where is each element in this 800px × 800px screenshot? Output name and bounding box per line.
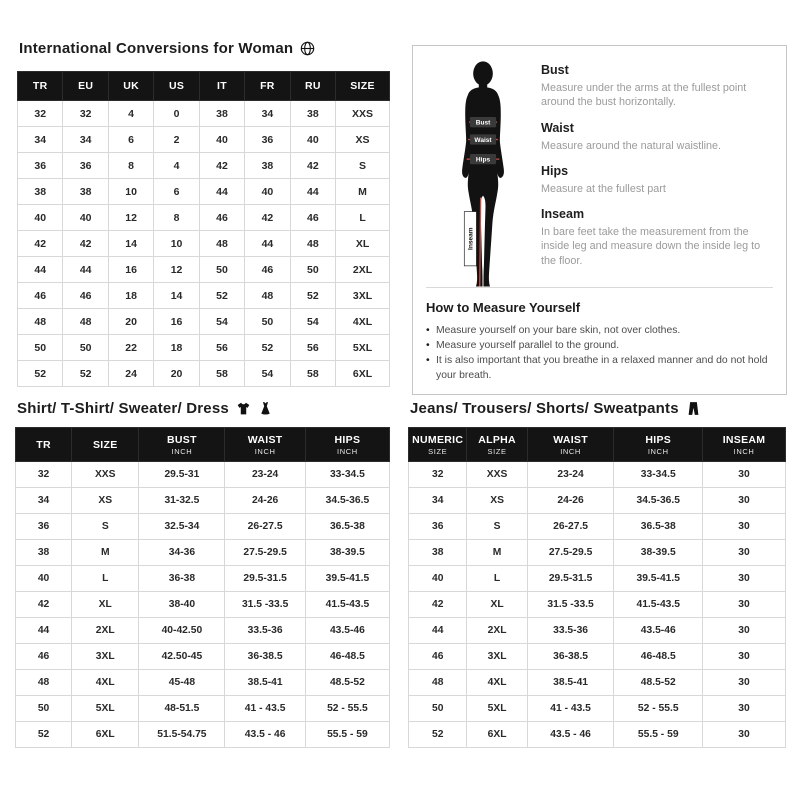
table-cell: 50: [290, 257, 335, 283]
table-cell: 54: [290, 309, 335, 335]
table-cell: 34: [63, 127, 108, 153]
table-row: [409, 540, 786, 566]
table-row: [409, 514, 786, 540]
table-cell: 38: [290, 101, 335, 127]
pants-icon: [686, 401, 701, 416]
table-cell: 24-26: [527, 488, 614, 514]
table-cell: 33.5-36: [527, 618, 614, 644]
measurement-descriptions: [541, 63, 772, 279]
table-cell: 4XL: [336, 309, 390, 335]
measure-title: Hips: [541, 163, 569, 178]
table-row: [18, 361, 390, 387]
table-cell: 31-32.5: [139, 488, 225, 514]
table-cell: 46-48.5: [614, 644, 703, 670]
table-cell: 36: [409, 514, 467, 540]
table-cell: 30: [703, 644, 786, 670]
shirt-size-table: [15, 427, 390, 748]
table-row: [18, 309, 390, 335]
table-cell: 48: [290, 231, 335, 257]
how-to-bullet: • Measure yourself parallel to the ground.: [426, 338, 773, 353]
table-cell: 6XL: [336, 361, 390, 387]
column-header: WAIST INCH: [225, 428, 305, 462]
table-cell: 41.5-43.5: [614, 592, 703, 618]
column-header: HIPS INCH: [614, 428, 703, 462]
table-cell: 54: [245, 361, 290, 387]
body-figure-wrap: [435, 59, 531, 298]
section-title-text: Shirt/ T-Shirt/ Sweater/ Dress: [17, 400, 229, 417]
table-cell: 34.5-36.5: [614, 488, 703, 514]
table-cell: 50: [18, 335, 63, 361]
table-cell: 40-42.50: [139, 618, 225, 644]
table-row: [409, 670, 786, 696]
table-cell: 32.5-34: [139, 514, 225, 540]
table-cell: 39.5-41.5: [614, 566, 703, 592]
table-cell: 5XL: [336, 335, 390, 361]
table-cell: 4XL: [72, 670, 139, 696]
table-cell: 41 - 43.5: [225, 696, 305, 722]
table-row: [409, 618, 786, 644]
table-cell: 50: [199, 257, 244, 283]
table-row: [16, 592, 390, 618]
table-cell: 30: [703, 670, 786, 696]
table-row: [16, 514, 390, 540]
table-cell: 32: [63, 101, 108, 127]
table-cell: 44: [199, 179, 244, 205]
table-cell: S: [72, 514, 139, 540]
table-cell: 40: [199, 127, 244, 153]
table-cell: 50: [16, 696, 72, 722]
figure-label-inseam: Inseam: [467, 227, 475, 250]
figure-label-bust: Bust: [475, 119, 491, 127]
table-cell: 22: [108, 335, 153, 361]
table-cell: 16: [154, 309, 199, 335]
table-cell: 41 - 43.5: [527, 696, 614, 722]
table-cell: M: [336, 179, 390, 205]
table-cell: 30: [703, 696, 786, 722]
table-cell: 30: [703, 488, 786, 514]
table-cell: 38-39.5: [614, 540, 703, 566]
table-cell: 6XL: [467, 722, 527, 748]
table-cell: 2: [154, 127, 199, 153]
table-cell: 42: [290, 153, 335, 179]
table-cell: 36-38: [139, 566, 225, 592]
table-cell: 38: [199, 101, 244, 127]
header-row: [18, 72, 390, 101]
table-cell: XS: [336, 127, 390, 153]
measure-section-inseam: [541, 207, 772, 268]
column-header: NUMERIC SIZE: [409, 428, 467, 462]
table-cell: 48: [18, 309, 63, 335]
dress-icon: [258, 401, 273, 416]
table-cell: 26-27.5: [225, 514, 305, 540]
table-cell: S: [467, 514, 527, 540]
table-cell: 23-24: [225, 462, 305, 488]
measure-text: Measure at the fullest part: [541, 182, 666, 195]
table-cell: 32: [409, 462, 467, 488]
table-cell: 54: [199, 309, 244, 335]
measure-text: In bare feet take the measurement from the inside leg and measure down the inside leg to the floor.: [541, 226, 761, 267]
how-to-list: [426, 323, 773, 383]
table-row: [18, 283, 390, 309]
table-cell: 38.5-41: [527, 670, 614, 696]
table-row: [16, 696, 390, 722]
table-cell: 30: [703, 722, 786, 748]
figure-label-hips: Hips: [475, 156, 491, 164]
table-row: [409, 488, 786, 514]
table-cell: 52: [409, 722, 467, 748]
table-cell: 48.5-52: [614, 670, 703, 696]
shirt-dress-section: [15, 400, 390, 748]
table-cell: 14: [154, 283, 199, 309]
table-cell: 43.5-46: [305, 618, 389, 644]
table-cell: 42: [18, 231, 63, 257]
measure-text: Measure under the arms at the fullest point around the bust horizontally.: [541, 82, 747, 109]
table-cell: 51.5-54.75: [139, 722, 225, 748]
table-cell: 8: [108, 153, 153, 179]
table-cell: 48: [199, 231, 244, 257]
table-cell: XL: [72, 592, 139, 618]
table-cell: 2XL: [72, 618, 139, 644]
column-header: UK: [108, 72, 153, 101]
table-cell: 36.5-38: [614, 514, 703, 540]
table-cell: 12: [154, 257, 199, 283]
table-cell: 46: [63, 283, 108, 309]
table-cell: 38.5-41: [225, 670, 305, 696]
table-cell: 40: [409, 566, 467, 592]
table-cell: 6: [154, 179, 199, 205]
table-cell: 52: [245, 335, 290, 361]
international-conversions-section: [17, 40, 390, 387]
table-row: [18, 335, 390, 361]
column-header: ALPHA SIZE: [467, 428, 527, 462]
table-cell: 42: [245, 205, 290, 231]
table-cell: 52: [63, 361, 108, 387]
table-row: [16, 722, 390, 748]
column-header: US: [154, 72, 199, 101]
table-row: [18, 205, 390, 231]
table-row: [409, 644, 786, 670]
table-row: [16, 488, 390, 514]
table-cell: 4: [108, 101, 153, 127]
table-cell: 34.5-36.5: [305, 488, 389, 514]
table-cell: 38: [409, 540, 467, 566]
table-cell: 46: [199, 205, 244, 231]
table-cell: L: [467, 566, 527, 592]
table-cell: 40: [16, 566, 72, 592]
table-row: [16, 566, 390, 592]
table-cell: 46: [245, 257, 290, 283]
table-cell: 6XL: [72, 722, 139, 748]
table-cell: 43.5 - 46: [527, 722, 614, 748]
table-cell: 23-24: [527, 462, 614, 488]
table-cell: 36-38.5: [527, 644, 614, 670]
body-measurement-figure: [435, 59, 531, 293]
table-cell: 27.5-29.5: [225, 540, 305, 566]
column-header: RU: [290, 72, 335, 101]
jeans-size-table: [408, 427, 786, 748]
jeans-trousers-section: [408, 400, 786, 748]
table-cell: 8: [154, 205, 199, 231]
column-header: SIZE: [72, 428, 139, 462]
table-cell: 50: [245, 309, 290, 335]
table-cell: 33-34.5: [614, 462, 703, 488]
table-cell: 29.5-31.5: [225, 566, 305, 592]
table-cell: 38-40: [139, 592, 225, 618]
column-header: TR: [16, 428, 72, 462]
table-cell: XL: [336, 231, 390, 257]
table-cell: 46: [290, 205, 335, 231]
table-cell: 44: [409, 618, 467, 644]
table-cell: 29.5-31.5: [527, 566, 614, 592]
table-cell: 2XL: [467, 618, 527, 644]
table-cell: L: [72, 566, 139, 592]
table-cell: 38: [63, 179, 108, 205]
measure-text: Measure around the natural waistline.: [541, 139, 722, 152]
table-cell: 43.5 - 46: [225, 722, 305, 748]
table-row: [409, 566, 786, 592]
table-cell: 52: [18, 361, 63, 387]
table-cell: 45-48: [139, 670, 225, 696]
measure-title: Bust: [541, 63, 569, 77]
measure-title: Waist: [541, 120, 574, 135]
table-cell: 27.5-29.5: [527, 540, 614, 566]
table-cell: 43.5-46: [614, 618, 703, 644]
how-to-bullet: • It is also important that you breathe in a relaxed manner and do not hold your breath.: [426, 353, 773, 383]
table-cell: 3XL: [467, 644, 527, 670]
table-cell: 44: [63, 257, 108, 283]
table-cell: 52 - 55.5: [305, 696, 389, 722]
table-cell: 24-26: [225, 488, 305, 514]
how-to-bullet: • Measure yourself on your bare skin, not over clothes.: [426, 323, 773, 338]
table-cell: 48.5-52: [305, 670, 389, 696]
table-cell: XXS: [336, 101, 390, 127]
column-header: WAIST INCH: [527, 428, 614, 462]
table-cell: 44: [245, 231, 290, 257]
table-row: [16, 670, 390, 696]
table-cell: 48: [16, 670, 72, 696]
column-header: INSEAM INCH: [703, 428, 786, 462]
table-cell: 50: [63, 335, 108, 361]
measure-title: Inseam: [541, 207, 585, 221]
table-row: [16, 644, 390, 670]
table-cell: 18: [154, 335, 199, 361]
table-cell: 42.50-45: [139, 644, 225, 670]
table-cell: 38: [245, 153, 290, 179]
table-cell: 5XL: [72, 696, 139, 722]
table-cell: 16: [108, 257, 153, 283]
table-cell: 40: [245, 179, 290, 205]
table-row: [16, 462, 390, 488]
table-row: [16, 540, 390, 566]
table-cell: 42: [409, 592, 467, 618]
column-header: EU: [63, 72, 108, 101]
table-cell: 30: [703, 618, 786, 644]
table-cell: 38: [18, 179, 63, 205]
table-cell: XXS: [467, 462, 527, 488]
table-cell: 44: [16, 618, 72, 644]
table-row: [409, 722, 786, 748]
measure-section-hips: [541, 164, 772, 196]
table-row: [18, 153, 390, 179]
table-cell: 44: [290, 179, 335, 205]
table-row: [409, 696, 786, 722]
table-cell: 36: [16, 514, 72, 540]
measure-section-waist: [541, 121, 772, 153]
table-cell: 52 - 55.5: [614, 696, 703, 722]
header-row: [409, 428, 786, 462]
international-conversions-table: [17, 71, 390, 387]
how-to-title: How to Measure Yourself: [426, 300, 581, 315]
figure-label-waist: Waist: [474, 137, 492, 145]
table-cell: XXS: [72, 462, 139, 488]
table-cell: 14: [108, 231, 153, 257]
table-cell: 52: [199, 283, 244, 309]
table-cell: 0: [154, 101, 199, 127]
table-cell: 48: [409, 670, 467, 696]
table-row: [18, 127, 390, 153]
table-cell: 20: [154, 361, 199, 387]
table-cell: S: [336, 153, 390, 179]
table-cell: 55.5 - 59: [305, 722, 389, 748]
table-cell: 12: [108, 205, 153, 231]
column-header: HIPS INCH: [305, 428, 389, 462]
measure-section-bust: [541, 63, 772, 110]
table-cell: 36: [18, 153, 63, 179]
table-cell: 33.5-36: [225, 618, 305, 644]
table-cell: 10: [108, 179, 153, 205]
table-cell: 4: [154, 153, 199, 179]
table-cell: 58: [290, 361, 335, 387]
column-header: TR: [18, 72, 63, 101]
table-cell: XL: [467, 592, 527, 618]
shirt-dress-title: [17, 400, 390, 417]
tshirt-icon: [236, 401, 251, 416]
table-cell: 24: [108, 361, 153, 387]
table-row: [18, 257, 390, 283]
table-cell: 30: [703, 540, 786, 566]
table-row: [409, 462, 786, 488]
table-cell: 6: [108, 127, 153, 153]
table-cell: 52: [16, 722, 72, 748]
table-cell: 58: [199, 361, 244, 387]
globe-icon: [300, 41, 315, 56]
table-cell: 48: [63, 309, 108, 335]
table-cell: 29.5-31: [139, 462, 225, 488]
table-cell: 34: [18, 127, 63, 153]
table-cell: 32: [18, 101, 63, 127]
measurement-guide-panel: [412, 45, 787, 395]
table-cell: 10: [154, 231, 199, 257]
table-row: [409, 592, 786, 618]
table-cell: 41.5-43.5: [305, 592, 389, 618]
table-cell: 36: [63, 153, 108, 179]
table-cell: XS: [467, 488, 527, 514]
table-cell: 42: [63, 231, 108, 257]
table-cell: 48-51.5: [139, 696, 225, 722]
table-cell: 40: [18, 205, 63, 231]
table-cell: 2XL: [336, 257, 390, 283]
table-row: [18, 231, 390, 257]
table-cell: 3XL: [336, 283, 390, 309]
table-cell: 46: [16, 644, 72, 670]
table-cell: 40: [63, 205, 108, 231]
table-cell: M: [467, 540, 527, 566]
table-cell: 34: [245, 101, 290, 127]
table-cell: 36.5-38: [305, 514, 389, 540]
table-cell: 52: [290, 283, 335, 309]
how-to-measure-section: [426, 287, 773, 383]
table-cell: 20: [108, 309, 153, 335]
section-title-text: Jeans/ Trousers/ Shorts/ Sweatpants: [410, 400, 679, 417]
table-cell: 55.5 - 59: [614, 722, 703, 748]
table-cell: 48: [245, 283, 290, 309]
table-cell: 34-36: [139, 540, 225, 566]
column-header: FR: [245, 72, 290, 101]
table-cell: 36: [245, 127, 290, 153]
header-row: [16, 428, 390, 462]
table-cell: 56: [290, 335, 335, 361]
table-cell: 44: [18, 257, 63, 283]
table-cell: XS: [72, 488, 139, 514]
table-cell: 30: [703, 514, 786, 540]
table-cell: 31.5 -33.5: [225, 592, 305, 618]
column-header: SIZE: [336, 72, 390, 101]
table-cell: 42: [199, 153, 244, 179]
table-cell: 32: [16, 462, 72, 488]
table-cell: 40: [290, 127, 335, 153]
table-cell: 34: [409, 488, 467, 514]
column-header: IT: [199, 72, 244, 101]
table-cell: 46: [409, 644, 467, 670]
table-cell: 18: [108, 283, 153, 309]
table-cell: 50: [409, 696, 467, 722]
table-cell: 39.5-41.5: [305, 566, 389, 592]
table-cell: 30: [703, 592, 786, 618]
table-cell: 56: [199, 335, 244, 361]
table-row: [18, 101, 390, 127]
table-row: [16, 618, 390, 644]
table-cell: 30: [703, 462, 786, 488]
table-cell: 5XL: [467, 696, 527, 722]
table-cell: M: [72, 540, 139, 566]
table-cell: L: [336, 205, 390, 231]
table-cell: 4XL: [467, 670, 527, 696]
table-cell: 36-38.5: [225, 644, 305, 670]
table-cell: 26-27.5: [527, 514, 614, 540]
table-cell: 31.5 -33.5: [527, 592, 614, 618]
table-cell: 46-48.5: [305, 644, 389, 670]
table-cell: 42: [16, 592, 72, 618]
table-cell: 33-34.5: [305, 462, 389, 488]
international-conversions-title: [19, 40, 390, 57]
section-title-text: International Conversions for Woman: [19, 40, 294, 57]
table-row: [18, 179, 390, 205]
jeans-trousers-title: [410, 400, 786, 417]
table-cell: 38: [16, 540, 72, 566]
table-cell: 30: [703, 566, 786, 592]
table-cell: 38-39.5: [305, 540, 389, 566]
table-cell: 34: [16, 488, 72, 514]
column-header: BUST INCH: [139, 428, 225, 462]
table-cell: 3XL: [72, 644, 139, 670]
table-cell: 46: [18, 283, 63, 309]
